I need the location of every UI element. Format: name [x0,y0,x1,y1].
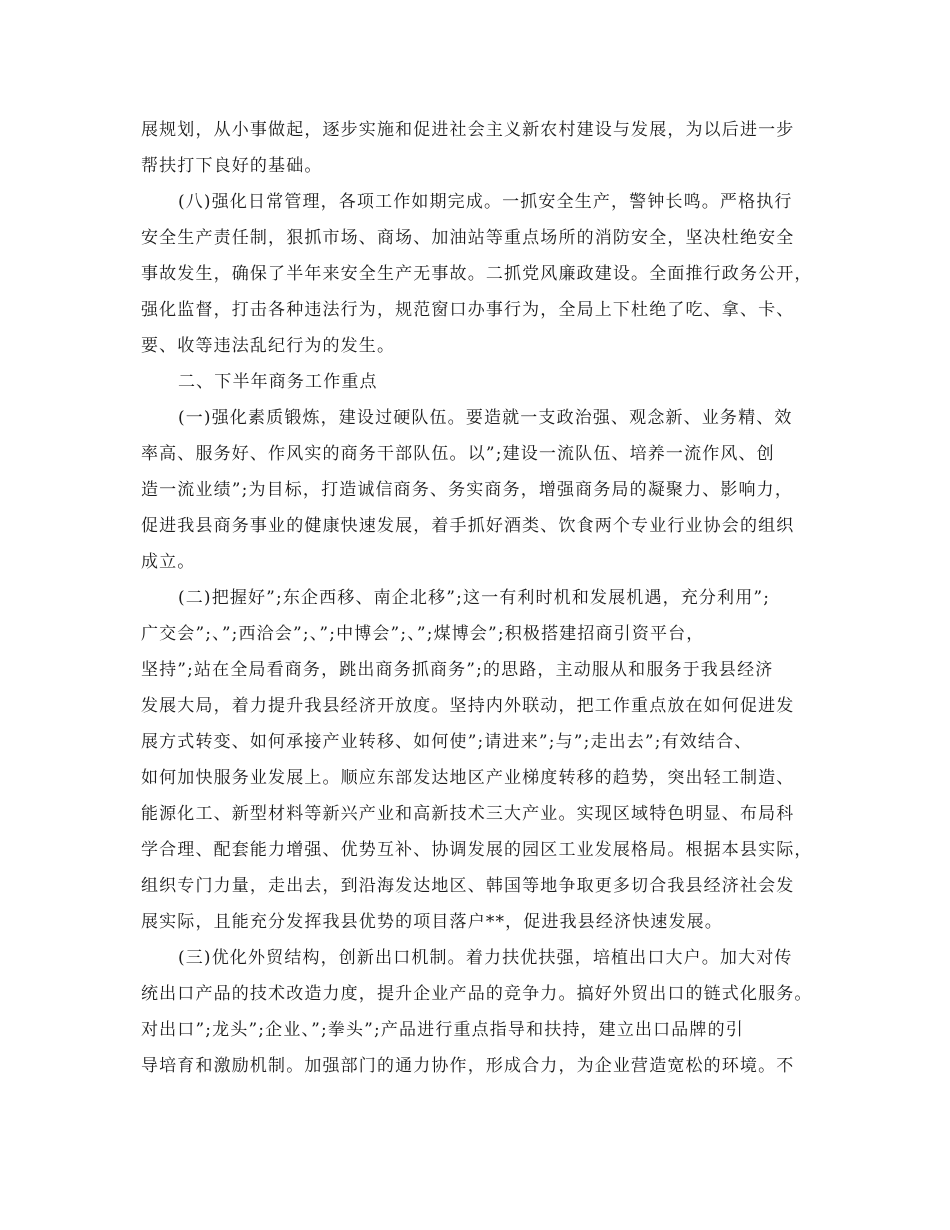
paragraph-start-line: (一)强化素质锻炼，建设过硬队伍。要造就一支政治强、观念新、业务精、效 [178,408,793,428]
text-line: 成立。 [141,552,196,572]
text-line: 坚持”;站在全局看商务，跳出商务抓商务”;的思路，主动服从和服务于我县经济 [141,660,774,680]
section-heading: 二、下半年商务工作重点 [178,372,378,392]
text-line: 安全生产责任制，狠抓市场、商场、加油站等重点场所的消防安全，坚决杜绝安全 [141,228,795,248]
text-line: 发展大局，着力提升我县经济开放度。坚持内外联动，把工作重点放在如何促进发 [141,696,795,716]
text-line: 造一流业绩”;为目标，打造诚信商务、务实商务，增强商务局的凝聚力、影响力， [141,480,793,500]
text-line: 帮扶打下良好的基础。 [141,156,323,176]
text-line: 学合理、配套能力增强、优势互补、协调发展的园区工业发展格局。根据本县实际， [141,840,813,860]
text-line: 对出口”;龙头”;企业、”;拳头”;产品进行重点指导和扶持，建立出口品牌的引 [141,1020,744,1040]
text-line: 事故发生，确保了半年来安全生产无事故。二抓党风廉政建设。全面推行政务公开， [141,264,813,284]
text-line: 展实际，且能充分发挥我县优势的项目落户**，促进我县经济快速发展。 [141,912,723,932]
paragraph-start-line: (八)强化日常管理，各项工作如期完成。一抓安全生产，警钟长鸣。严格执行 [178,192,793,212]
text-line: 导培育和激励机制。加强部门的通力协作，形成合力，为企业营造宽松的环境。不 [141,1056,795,1076]
text-line: 促进我县商务事业的健康快速发展，着手抓好酒类、饮食两个专业行业协会的组织 [141,516,795,536]
text-line: 如何加快服务业发展上。顺应东部发达地区产业梯度转移的趋势，突出轻工制造、 [141,768,795,788]
text-line: 广交会”;、”;西洽会”;、”;中博会”;、”;煤博会”;积极搭建招商引资平台， [141,624,705,644]
text-line: 强化监督，打击各种违法行为，规范窗口办事行为，全局上下杜绝了吃、拿、卡、 [141,300,795,320]
text-line: 能源化工、新型材料等新兴产业和高新技术三大产业。实现区域特色明显、布局科 [141,804,795,824]
text-line: 统出口产品的技术改造力度，提升企业产品的竞争力。搞好外贸出口的链式化服务。 [141,984,813,1004]
text-line: 率高、服务好、作风实的商务干部队伍。以”;建设一流队伍、培养一流作风、创 [141,444,775,464]
text-line: 要、收等违法乱纪行为的发生。 [141,336,396,356]
text-line: 组织专门力量，走出去，到沿海发达地区、韩国等地争取更多切合我县经济社会发 [141,876,795,896]
paragraph-start-line: (二)把握好”;东企西移、南企北移”;这一有利时机和发展机遇，充分利用”; [178,588,771,608]
paragraph-start-line: (三)优化外贸结构，创新出口机制。着力扶优扶强，培植出口大户。加大对传 [178,948,793,968]
text-line: 展规划，从小事做起，逐步实施和促进社会主义新农村建设与发展，为以后进一步 [141,120,795,140]
text-line: 展方式转变、如何承接产业转移、如何使”;请进来”;与”;走出去”;有效结合、 [141,732,753,752]
